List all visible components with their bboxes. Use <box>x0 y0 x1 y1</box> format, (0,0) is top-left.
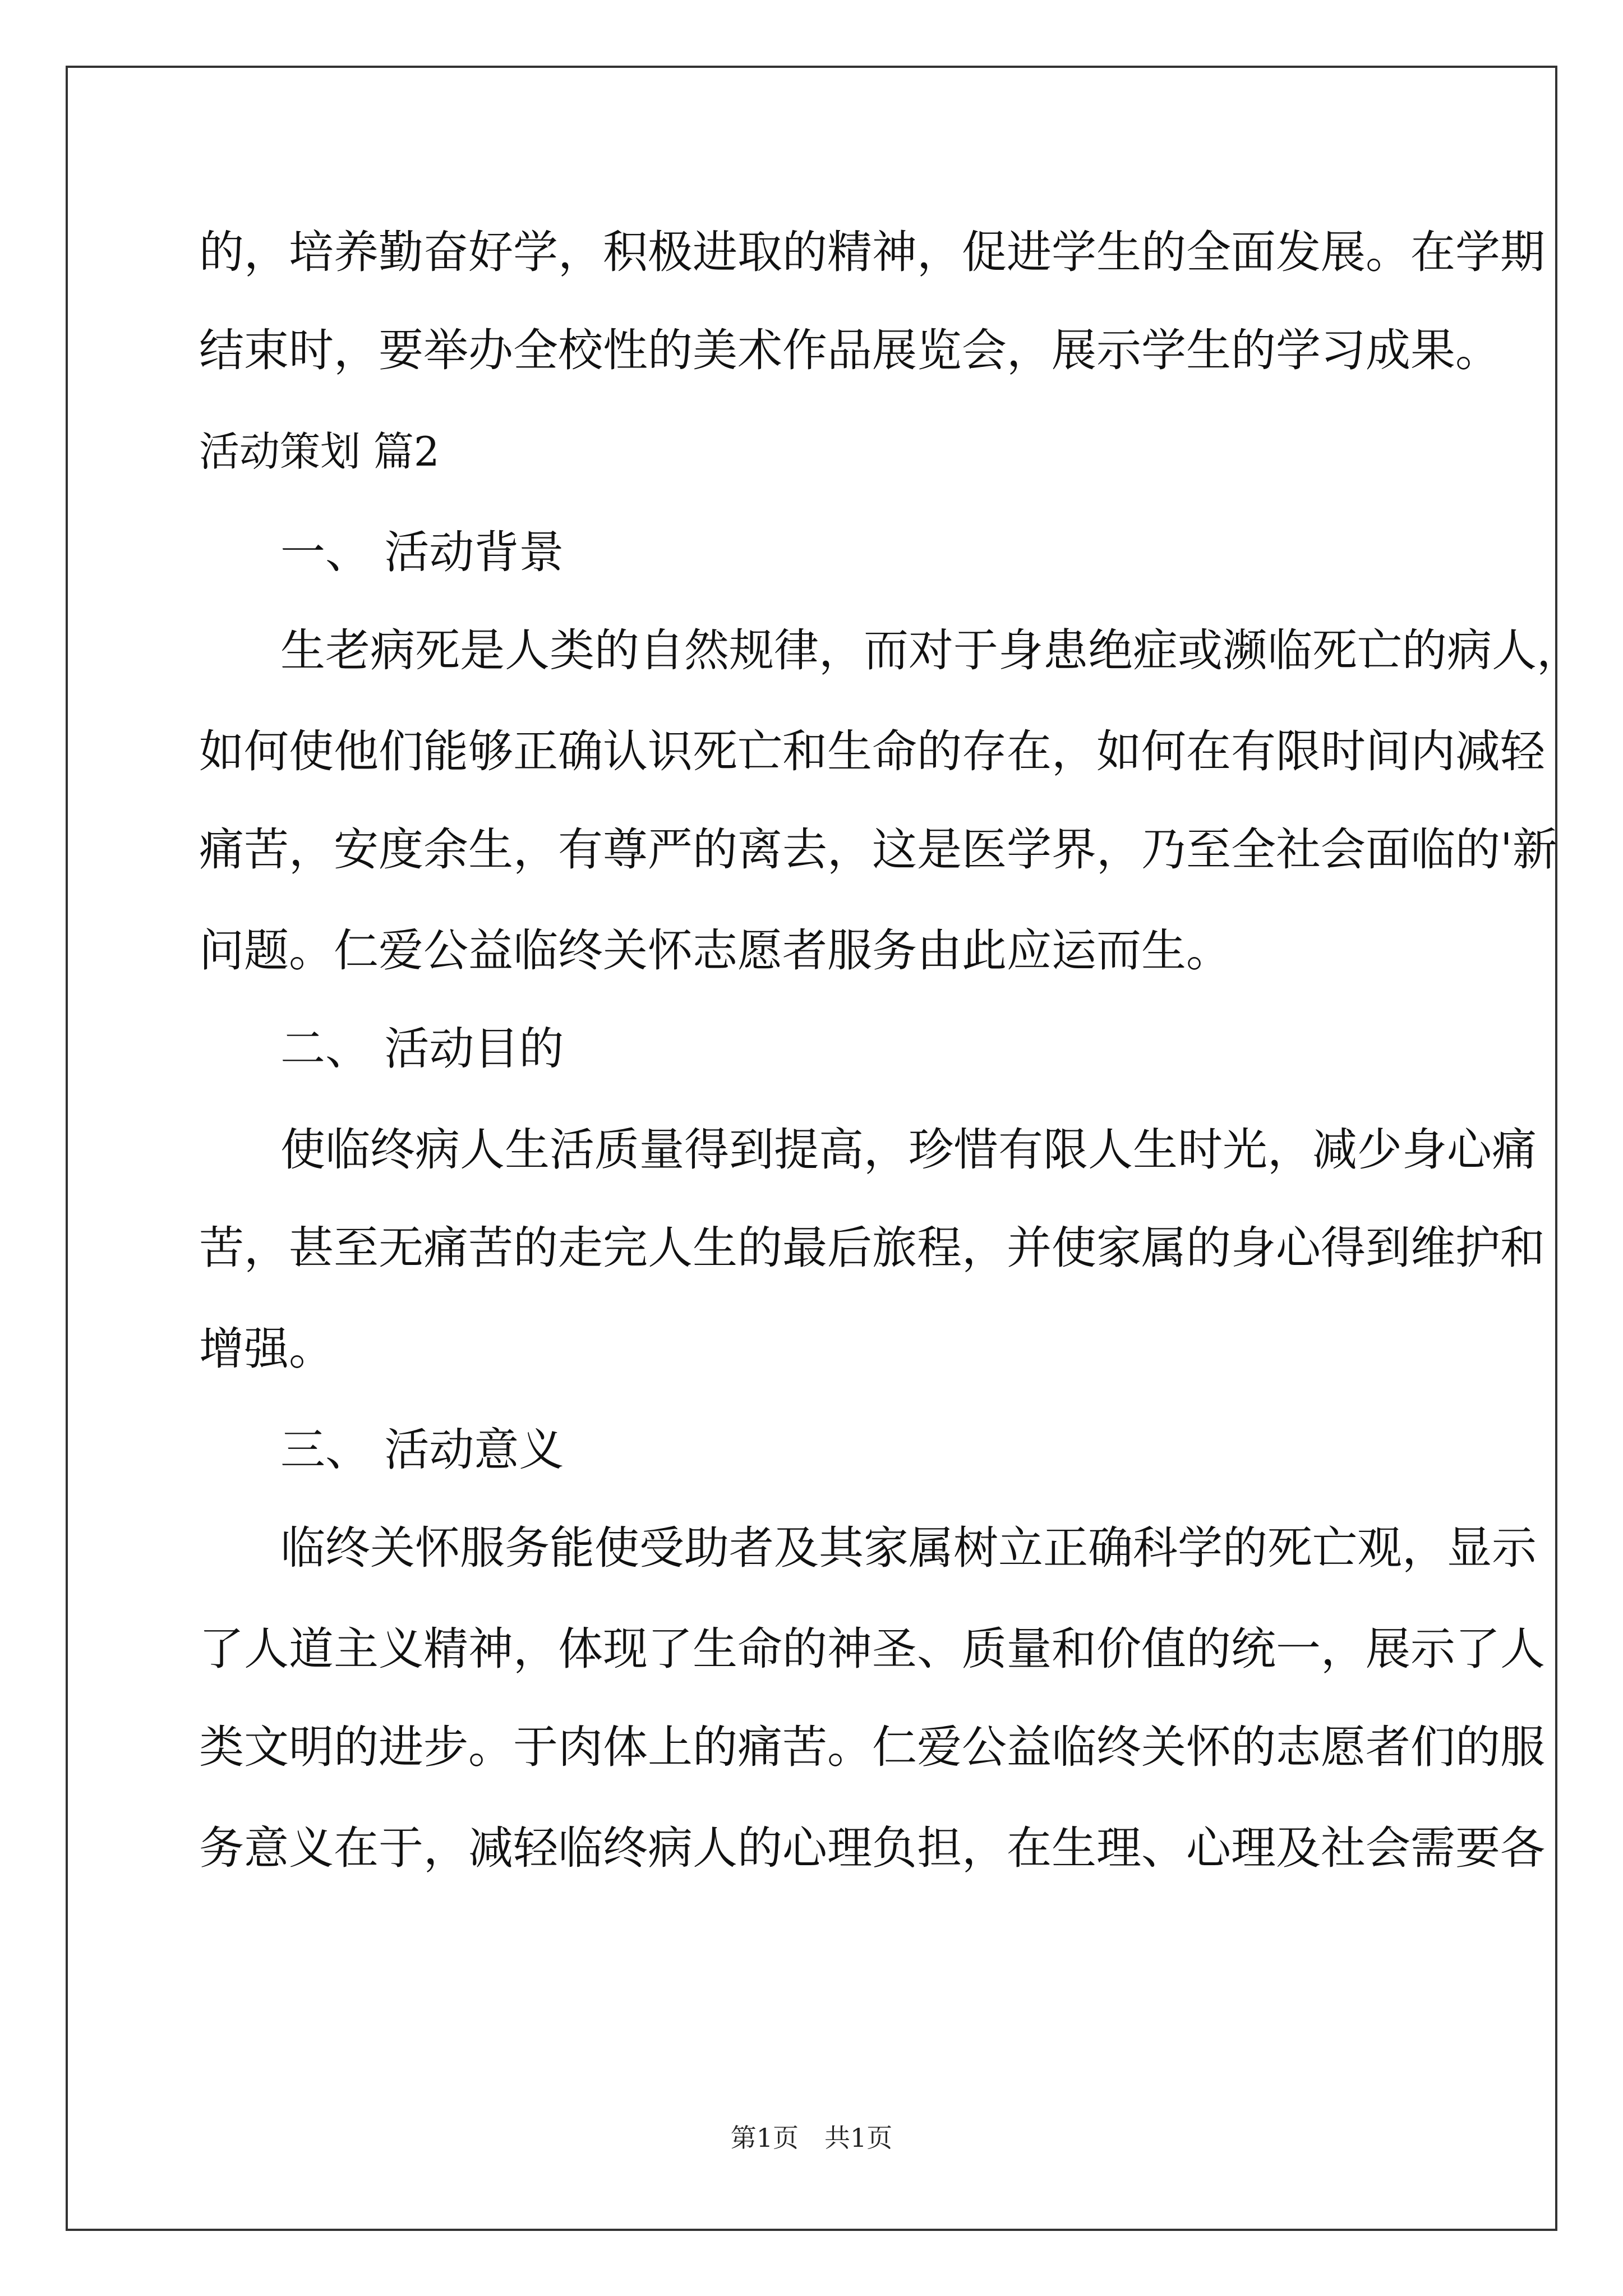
paragraph-line: 苦，甚至无痛苦的走完人生的最后旅程，并使家属的身心得到维护和 <box>199 1222 1545 1274</box>
paragraph-line: 增强。 <box>199 1323 334 1375</box>
paragraph-line: 临终关怀服务能使受助者及其家属树立正确科学的死亡观，显示 <box>280 1522 1537 1574</box>
heading-significance: 三、 活动意义 <box>280 1424 564 1476</box>
paragraph-line: 类文明的进步。于肉体上的痛苦。仁爱公益临终关怀的志愿者们的服 <box>199 1721 1545 1773</box>
heading-purpose: 二、 活动目的 <box>280 1023 564 1075</box>
paragraph-line: 痛苦，安度余生，有尊严的离去，这是医学界，乃至全社会面临的'新 <box>199 823 1557 876</box>
paragraph-line: 如何使他们能够正确认识死亡和生命的存在，如何在有限时间内减轻 <box>199 725 1545 777</box>
paragraph-line: 使临终病人生活质量得到提高，珍惜有限人生时光，减少身心痛 <box>280 1124 1537 1176</box>
paragraph-line: 务意义在于，减轻临终病人的心理负担，在生理、心理及社会需要各 <box>199 1822 1545 1874</box>
heading-background: 一、 活动背景 <box>280 526 564 578</box>
page-footer: 第1页 共1页 <box>730 2123 893 2153</box>
paragraph-line: 的，培养勤奋好学，积极进取的精神，促进学生的全面发展。在学期 <box>199 226 1545 278</box>
paragraph-line: 生老病死是人类的自然规律，而对于身患绝症或濒临死亡的病人， <box>280 624 1581 677</box>
paragraph-line: 了人道主义精神，体现了生命的神圣、质量和价值的统一，展示了人 <box>199 1623 1545 1675</box>
paragraph-line: 问题。仁爱公益临终关怀志愿者服务由此应运而生。 <box>199 924 1231 977</box>
section-title: 活动策划 篇2 <box>199 428 440 475</box>
paragraph-line: 结束时，要举办全校性的美术作品展览会，展示学生的学习成果。 <box>199 324 1500 376</box>
